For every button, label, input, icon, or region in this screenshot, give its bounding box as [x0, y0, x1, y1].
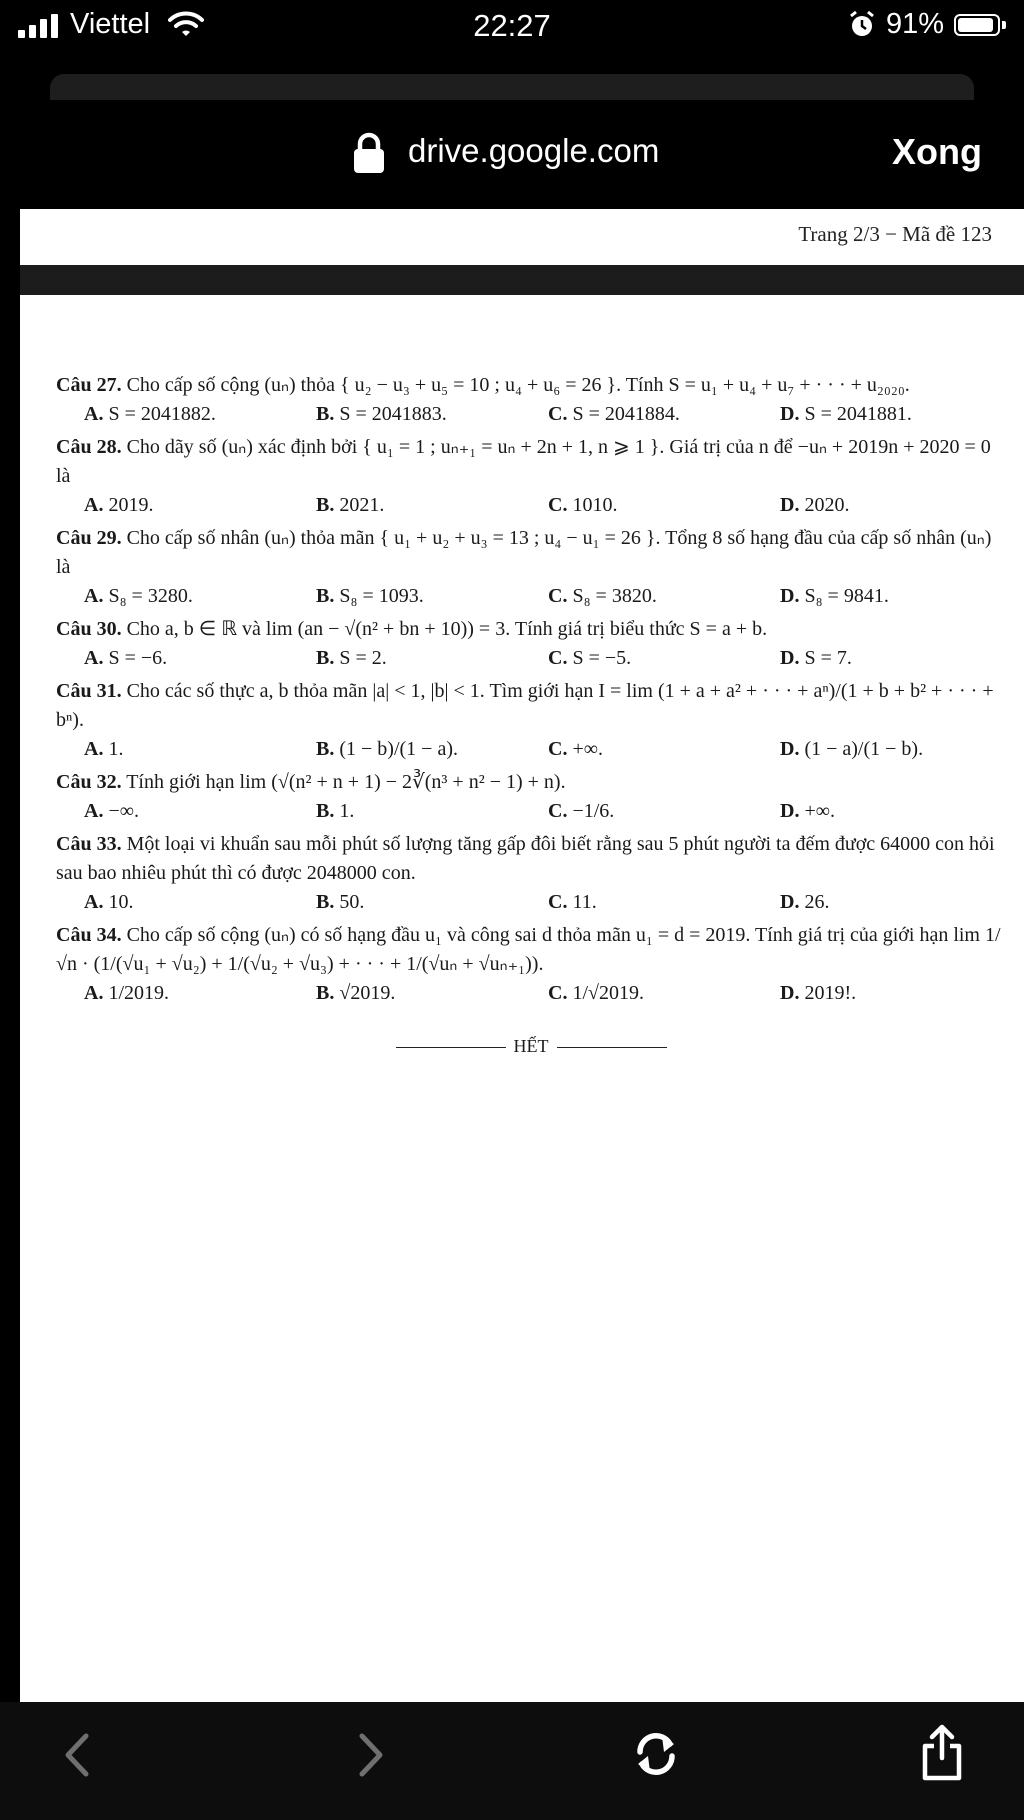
battery-level — [958, 18, 993, 32]
question-text: Cho a, b ∈ ℝ và lim (an − √(n² + bn + 10)) = 3. Tính giá trị biểu thức S = a + b. — [126, 618, 768, 640]
option-letter: A. — [84, 891, 104, 913]
option-c — [520, 797, 752, 826]
options-34 — [56, 979, 1006, 1008]
option-d — [752, 888, 984, 917]
option-b — [288, 491, 520, 520]
option-text: 50. — [339, 891, 365, 913]
option-text: √2019. — [339, 982, 396, 1004]
option-letter: C. — [548, 585, 568, 607]
question-label: Câu 34. — [56, 924, 122, 946]
question-label: Câu 33. — [56, 833, 122, 855]
question-text: Một loại vi khuẩn sau mỗi phút số lượng tăng gấp đôi biết rằng sau 5 phút người ta đếm được 64000 con hỏi sau bao nhiêu phút thì có được 2048000 con. — [56, 833, 995, 884]
back-chevron-icon[interactable] — [60, 1730, 96, 1780]
option-text: S = −6. — [108, 647, 168, 669]
question-33 — [56, 830, 1006, 888]
option-c — [520, 735, 752, 764]
options-28 — [56, 491, 1006, 520]
option-b — [288, 888, 520, 917]
option-letter: C. — [548, 891, 568, 913]
document-page-top — [20, 209, 1024, 265]
option-text: S = 2041881. — [804, 403, 912, 425]
option-letter: D. — [780, 585, 800, 607]
question-text: Cho các số thực a, b thỏa mãn |a| < 1, |b| < 1. Tìm giới hạn I = lim (1 + a + a² + · · · + aⁿ)/(1 + b + b² + · · · + bⁿ). — [56, 680, 994, 731]
option-text: 1. — [108, 738, 124, 760]
option-letter: C. — [548, 738, 568, 760]
option-a — [56, 979, 288, 1008]
option-letter: C. — [548, 800, 568, 822]
question-31 — [56, 677, 1006, 735]
option-a — [56, 735, 288, 764]
question-text: Cho cấp số cộng (uₙ) có số hạng đầu u₁ và công sai d thỏa mãn u₁ = d = 2019. Tính giá trị của giới hạn lim 1/√n · (1/(√u₁ + √u₂) + 1/(√u₂ + √u₃) + · · · + 1/(√uₙ + √uₙ₊₁)). — [56, 924, 1001, 975]
end-rule-right — [557, 1047, 667, 1048]
share-icon[interactable] — [920, 1724, 964, 1782]
option-text: S = 2041884. — [572, 403, 680, 425]
question-27 — [56, 371, 1006, 400]
option-text: S = 7. — [804, 647, 852, 669]
bottom-toolbar — [0, 1702, 1024, 1820]
carrier-name: Viettel — [70, 8, 151, 40]
option-letter: A. — [84, 494, 104, 516]
option-b — [288, 735, 520, 764]
option-b — [288, 400, 520, 429]
option-c — [520, 491, 752, 520]
option-text: +∞. — [572, 738, 603, 760]
option-b — [288, 797, 520, 826]
option-b — [288, 582, 520, 611]
end-text: HẾT — [513, 1036, 549, 1056]
option-letter: B. — [316, 800, 335, 822]
option-d — [752, 797, 984, 826]
sheet-handle — [50, 74, 974, 100]
option-text: S₈ = 3820. — [572, 585, 657, 607]
question-30 — [56, 615, 1006, 644]
option-letter: B. — [316, 494, 335, 516]
option-letter: D. — [780, 891, 800, 913]
option-b — [288, 644, 520, 673]
option-letter: A. — [84, 585, 104, 607]
option-text: S₈ = 9841. — [804, 585, 889, 607]
option-text: 1/2019. — [108, 982, 170, 1004]
battery-tip — [1002, 21, 1006, 29]
option-text: 26. — [804, 891, 830, 913]
option-d — [752, 644, 984, 673]
option-c — [520, 400, 752, 429]
option-d — [752, 491, 984, 520]
page-number-header: Trang 2/3 − Mã đề 123 — [798, 222, 992, 246]
end-rule-left — [396, 1047, 506, 1048]
option-b — [288, 979, 520, 1008]
option-letter: A. — [84, 647, 104, 669]
option-a — [56, 797, 288, 826]
option-text: 11. — [572, 891, 597, 913]
option-text: 2021. — [339, 494, 385, 516]
document-page[interactable] — [20, 295, 1024, 1702]
option-text: 1. — [339, 800, 355, 822]
option-letter: D. — [780, 494, 800, 516]
option-text: S = −5. — [572, 647, 632, 669]
option-letter: A. — [84, 403, 104, 425]
option-text: −∞. — [108, 800, 139, 822]
option-text: S = 2. — [339, 647, 387, 669]
options-30 — [56, 644, 1006, 673]
option-letter: C. — [548, 403, 568, 425]
option-letter: B. — [316, 891, 335, 913]
options-32 — [56, 797, 1006, 826]
status-bar — [0, 0, 1024, 52]
option-letter: A. — [84, 738, 104, 760]
options-33 — [56, 888, 1006, 917]
question-label: Câu 31. — [56, 680, 122, 702]
battery-percentage: 91% — [886, 8, 945, 40]
option-c — [520, 888, 752, 917]
options-27 — [56, 400, 1006, 429]
option-text: −1/6. — [572, 800, 615, 822]
option-a — [56, 644, 288, 673]
option-text: S₈ = 3280. — [108, 585, 193, 607]
option-text: 1010. — [572, 494, 618, 516]
option-letter: C. — [548, 982, 568, 1004]
battery-icon — [954, 14, 1000, 36]
option-text: (1 − b)/(1 − a). — [339, 738, 458, 760]
options-31 — [56, 735, 1006, 764]
option-letter: B. — [316, 403, 335, 425]
option-a — [56, 582, 288, 611]
option-letter: C. — [548, 647, 568, 669]
option-text: 2019. — [108, 494, 154, 516]
question-text: Tính giới hạn lim (√(n² + n + 1) − 2∛(n³ + n² − 1) + n). — [126, 771, 566, 793]
question-32 — [56, 768, 1006, 797]
clock: 22:27 — [473, 8, 551, 43]
option-d — [752, 979, 984, 1008]
option-letter: C. — [548, 494, 568, 516]
exam-content — [56, 371, 1006, 1061]
question-28 — [56, 433, 1006, 491]
option-text: (1 − a)/(1 − b). — [804, 738, 924, 760]
option-text: 1/√2019. — [572, 982, 644, 1004]
question-label: Câu 28. — [56, 436, 122, 458]
end-marker — [56, 1032, 1006, 1061]
option-text: 2019!. — [804, 982, 857, 1004]
url-display[interactable]: drive.google.com — [408, 132, 660, 169]
option-letter: A. — [84, 982, 104, 1004]
question-text: Cho cấp số cộng (uₙ) thỏa { u₂ − u₃ + u₅ = 10 ; u₄ + u₆ = 26 }. Tính S = u₁ + u₄ + u₇ + · · · + u₂₀₂₀. — [126, 374, 910, 396]
question-label: Câu 29. — [56, 527, 122, 549]
question-label: Câu 30. — [56, 618, 122, 640]
option-letter: D. — [780, 982, 800, 1004]
forward-chevron-icon[interactable] — [352, 1730, 388, 1780]
question-34 — [56, 921, 1006, 979]
question-label: Câu 27. — [56, 374, 122, 396]
question-label: Câu 32. — [56, 771, 122, 793]
option-letter: D. — [780, 738, 800, 760]
option-c — [520, 582, 752, 611]
option-letter: D. — [780, 403, 800, 425]
question-text: Cho cấp số nhân (uₙ) thỏa mãn { u₁ + u₂ + u₃ = 13 ; u₄ − u₁ = 26 }. Tổng 8 số hạng đầu của cấp số nhân (uₙ) là — [56, 527, 992, 578]
option-d — [752, 400, 984, 429]
question-text: Cho dãy số (uₙ) xác định bởi { u₁ = 1 ; uₙ₊₁ = uₙ + 2n + 1, n ⩾ 1 }. Giá trị của n để −uₙ + 2019n + 2020 = 0 là — [56, 436, 991, 487]
page-separator — [20, 265, 1024, 295]
option-a — [56, 491, 288, 520]
options-29 — [56, 582, 1006, 611]
option-letter: B. — [316, 738, 335, 760]
option-letter: A. — [84, 800, 104, 822]
option-letter: B. — [316, 647, 335, 669]
option-text: S₈ = 1093. — [339, 585, 424, 607]
option-letter: B. — [316, 585, 335, 607]
option-c — [520, 979, 752, 1008]
option-a — [56, 400, 288, 429]
option-letter: D. — [780, 647, 800, 669]
done-button[interactable]: Xong — [892, 131, 982, 172]
reload-icon[interactable] — [632, 1728, 680, 1780]
option-c — [520, 644, 752, 673]
option-text: S = 2041882. — [108, 403, 216, 425]
option-a — [56, 888, 288, 917]
option-d — [752, 735, 984, 764]
question-29 — [56, 524, 1006, 582]
option-text: 2020. — [804, 494, 850, 516]
option-text: 10. — [108, 891, 134, 913]
option-d — [752, 582, 984, 611]
option-letter: B. — [316, 982, 335, 1004]
option-letter: D. — [780, 800, 800, 822]
option-text: S = 2041883. — [339, 403, 447, 425]
option-text: +∞. — [804, 800, 835, 822]
lock-icon — [352, 132, 386, 174]
alarm-icon — [848, 10, 876, 40]
